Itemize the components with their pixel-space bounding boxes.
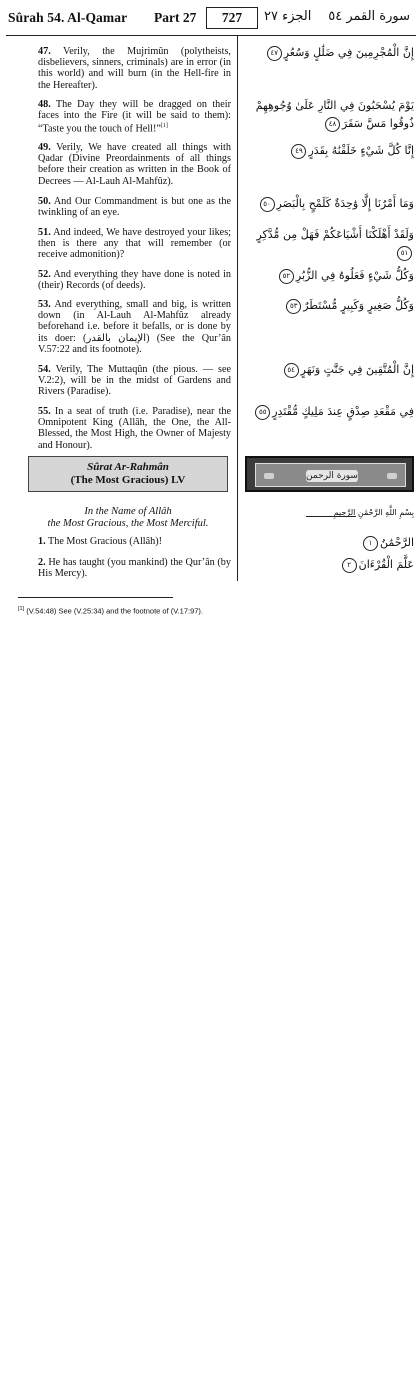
verse-49-ar: إِنَّا كُلَّ شَيْءٍ خَلَقْنَٰهُ بِقَدَرٍ٤٩ (244, 142, 414, 160)
verse-55-ar: فِي مَقْعَدِ صِدْقٍ عِندَ مَلِيكٍ مُّقْتَدِرٍ٥٥ (244, 403, 414, 421)
verse-number-mark: ٥١ (397, 246, 412, 261)
verse-55-en: 55. In a seat of truth (i.e. Paradise), near the Omnipotent King (Allâh, the One, the All-Blessed, the Most High, the Owner of Majesty and Honour). (38, 406, 232, 451)
surah-heading-title: Sûrat Ar-Rahmân (87, 461, 169, 473)
verse-50-en: 50. And Our Commandment is but one as the twinkling of an eye. (38, 196, 231, 219)
verse-number-mark: ٤٧ (267, 46, 282, 61)
verse-number-mark: ٢ (342, 558, 357, 573)
ornament-panel (255, 463, 406, 487)
juz-label-ar: الجزء ٢٧ (264, 9, 312, 24)
verse-54-en: 54. Verily, The Muttaqûn (the pious. — see V.2:2), will be in the midst of Gardens and Rivers (Paradise). (38, 364, 231, 398)
verse-47-en: 47. Verily, the Mujrimûn (polytheists, disbelievers, sinners, criminals) are in error (in this world) and will burn (in the Hell-fire in the Hereafter). (38, 46, 231, 91)
basmala-stroke (306, 516, 356, 517)
verse-48-en: 48. The Day they will be dragged on their faces into the Fire (it will be said to them): “Taste you the touch of Hell!”[1] (38, 99, 231, 135)
surah-title-en: Sûrah 54. Al-Qamar (8, 10, 128, 25)
surah-heading-subtitle: (The Most Gracious) LV (70, 474, 186, 486)
part-label: Part 27 (154, 10, 197, 25)
verse-number-mark: ٤٩ (291, 144, 306, 159)
surah-heading-ar: سورة الرحمن (306, 471, 358, 481)
verse-53-en: 53. And everything, small and big, is written down (in Al-Lauh Al-Mahfûz already beforehand i.e. before it befalls, or is done by its doer: (الإيمان بالقدر) (See the Qur’ân V.57:22 and its footnote). (38, 299, 232, 355)
verse-2-en: 2. He has taught (you mankind) the Qur’ân (by His Mercy). (38, 557, 231, 580)
footnote-ref: [1] (160, 123, 168, 130)
verse-number-mark: ٥٥ (255, 405, 270, 420)
footnote-mark: [1] (18, 606, 25, 612)
verse-1-ar: الرَّحْمَٰنُ١ (244, 534, 414, 552)
verse-number-mark: ١ (363, 536, 378, 551)
verse-2-ar: عَلَّمَ الْقُرْءَانَ٢ (244, 556, 414, 574)
verse-1-en: 1. The Most Gracious (Allâh)! (38, 536, 163, 547)
verse-51-en: 51. And indeed, We have destroyed your likes; then is there any that will remember (or receive admonition)? (38, 227, 232, 261)
page-header (0, 0, 420, 40)
footnote-rule (18, 597, 173, 598)
verse-53-ar: وَكُلُّ صَغِيرٍ وَكَبِيرٍ مُّسْتَطَرٌ٥٣ (244, 297, 414, 315)
verse-number-mark: ٥٢ (279, 269, 294, 284)
surah-heading-box (28, 456, 228, 492)
verse-54-ar: إِنَّ الْمُتَّقِينَ فِي جَنَّٰتٍ وَنَهَرٍ٥٤ (244, 361, 414, 379)
verse-number-mark: ٥٠ (260, 197, 275, 212)
verse-51-ar: وَلَقَدْ أَهْلَكْنَا أَشْيَاعَكُمْ فَهَلْ مِن مُّدَّكِرٍ٥١ (244, 226, 414, 262)
verse-number-mark: ٤٨ (325, 117, 340, 132)
ornament-motif-left (264, 473, 274, 479)
verse-50-ar: وَمَا أَمْرُنَا إِلَّا وَٰحِدَةٌ كَلَمْحٍ بِالْبَصَرِ٥٠ (244, 195, 414, 213)
header-rule (6, 35, 416, 36)
surah-title-ar: سورة القمر ٥٤ (328, 9, 410, 24)
column-divider (237, 36, 238, 581)
page-number: 727 (206, 7, 258, 29)
verse-47-ar: إِنَّ الْمُجْرِمِينَ فِي ضَلَٰلٍ وَسُعُرٍ٤٧ (244, 44, 414, 62)
surah-ornament-banner (245, 456, 414, 492)
verse-49-en: 49. Verily, We have created all things with Qadar (Divine Preordainments of all things before their creation as written in the Book of Decrees — Al-Lauh Al-Mahfûz). (38, 142, 231, 187)
footnote: [1] (V.54:48) See (V.25:34) and the footnote of (V.17:97). (18, 606, 204, 616)
verse-52-en: 52. And everything they have done is noted in (their) Records (of deeds). (38, 269, 232, 292)
verse-48-ar: يَوْمَ يُسْحَبُونَ فِي النَّارِ عَلَىٰ وُجُوهِهِمْ ذُوقُوا مَسَّ سَقَرَ٤٨ (255, 99, 414, 130)
basmala-ar: بِسْمِ اللَّهِ الرَّحْمَٰنِ الرَّحِيمِ (256, 508, 414, 522)
verse-52-ar: وَكُلُّ شَيْءٍ فَعَلُوهُ فِي الزُّبُرِ٥٢ (244, 267, 414, 285)
verse-number-mark: ٥٣ (286, 299, 301, 314)
basmala-en: In the Name of Allâh the Most Gracious, the Most Merciful. (47, 506, 209, 529)
ornament-motif-right (387, 473, 397, 479)
verse-number-mark: ٥٤ (284, 363, 299, 378)
